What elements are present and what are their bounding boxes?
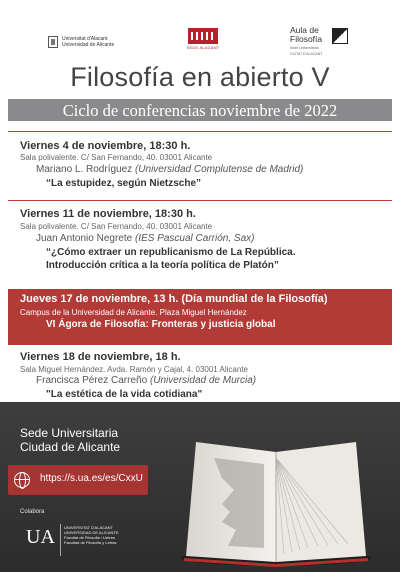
event-venue: Sala polivalente. C/ San Fernando, 40. 03001 Alicante bbox=[20, 153, 213, 162]
event-speaker bbox=[36, 233, 254, 244]
url-text[interactable]: https://s.ua.es/es/CxxU bbox=[40, 473, 143, 484]
ua-text-3: Facultat de Filosofia i Lletres bbox=[64, 535, 115, 540]
event-venue: Campus de la Universidad de Alicante. Plaza Miguel Hernández bbox=[20, 308, 247, 317]
event-talk-line-1: “¿Cómo extraer un republicanismo de La República. bbox=[46, 247, 296, 258]
footer-section bbox=[0, 402, 400, 572]
page-title: Filosofía en abierto V bbox=[70, 62, 330, 92]
event-item-highlight bbox=[8, 289, 392, 345]
event-venue: Sala Miguel Hernández. Avda. Ramón y Cajal, 4. 03001 Alicante bbox=[20, 365, 248, 374]
event-speaker bbox=[36, 375, 256, 386]
event-date: Viernes 4 de noviembre, 18:30 h. bbox=[20, 140, 191, 152]
event-talk bbox=[46, 247, 296, 272]
aula-emblem-icon bbox=[332, 28, 348, 44]
sede-label bbox=[20, 427, 120, 454]
ua-logo-line-1: Universitat d'Alacant bbox=[62, 36, 108, 42]
book-right-page bbox=[276, 442, 366, 562]
aula-sub-1: Sede Universitària bbox=[290, 46, 319, 50]
sede-logo bbox=[183, 28, 223, 50]
ua-logo: UA bbox=[26, 526, 55, 548]
divider bbox=[8, 200, 392, 201]
ua-logo-text bbox=[64, 525, 118, 545]
header bbox=[0, 0, 400, 64]
logo-divider bbox=[60, 524, 61, 556]
ua-text-1: UNIVERSITAT D'ALACANT bbox=[64, 525, 113, 530]
aula-line-2: Filosofía bbox=[290, 34, 323, 44]
event-talk: VI Ágora de Filosofía: Fronteras y justicia global bbox=[46, 319, 276, 330]
speaker-affiliation: (Universidad de Murcia) bbox=[149, 375, 257, 386]
building-icon bbox=[188, 28, 218, 44]
event-speaker bbox=[36, 164, 303, 175]
speaker-affiliation: (IES Pascual Carrión, Sax) bbox=[134, 233, 255, 244]
university-logo bbox=[48, 36, 114, 48]
open-book-illustration bbox=[178, 438, 374, 568]
event-date: Viernes 18 de noviembre, 18 h. bbox=[20, 351, 181, 363]
sede-line-2: Ciudad de Alicante bbox=[20, 439, 121, 454]
subtitle-bar bbox=[8, 99, 392, 121]
colabora-label: Colabora bbox=[20, 509, 45, 515]
sede-line-1: Sede Universitaria bbox=[20, 426, 119, 440]
ua-text-2: UNIVERSIDAD DE ALICANTE bbox=[64, 530, 119, 535]
aula-line-1: Aula de bbox=[290, 25, 319, 35]
subtitle: Ciclo de conferencias noviembre de 2022 bbox=[62, 101, 338, 120]
event-venue: Sala polivalente. C/ San Fernando, 40. 03001 Alicante bbox=[20, 222, 213, 231]
speaker-name: Francisca Pérez Carreño bbox=[36, 375, 148, 386]
ua-logo-line-2: Universidad de Alicante bbox=[62, 42, 115, 48]
university-emblem-icon bbox=[48, 36, 58, 48]
event-date: Viernes 11 de noviembre, 18:30 h. bbox=[20, 208, 196, 220]
ua-text-4: Facultad de Filosofía y Letras bbox=[64, 540, 117, 545]
aula-sub-2: CIUTAT D'ALACANT bbox=[290, 52, 323, 56]
speaker-affiliation: (Universidad Complutense de Madrid) bbox=[134, 164, 304, 175]
aula-filosofia-logo bbox=[290, 26, 352, 56]
globe-icon bbox=[14, 472, 30, 488]
divider bbox=[8, 131, 392, 132]
speaker-name: Juan Antonio Negrete bbox=[36, 233, 133, 244]
event-talk: "La estética de la vida cotidiana" bbox=[46, 389, 203, 400]
url-link-button[interactable] bbox=[8, 465, 148, 495]
event-talk-line-2: Introducción crítica a la teoría política de Platón” bbox=[46, 259, 279, 271]
event-date: Jueves 17 de noviembre, 13 h. (Día mundial de la Filosofía) bbox=[20, 293, 328, 305]
sede-logo-caption: SEDE ALACANT bbox=[186, 45, 220, 50]
event-talk: “La estupidez, según Nietzsche” bbox=[46, 178, 202, 189]
speaker-name: Mariano L. Rodríguez bbox=[36, 164, 133, 175]
